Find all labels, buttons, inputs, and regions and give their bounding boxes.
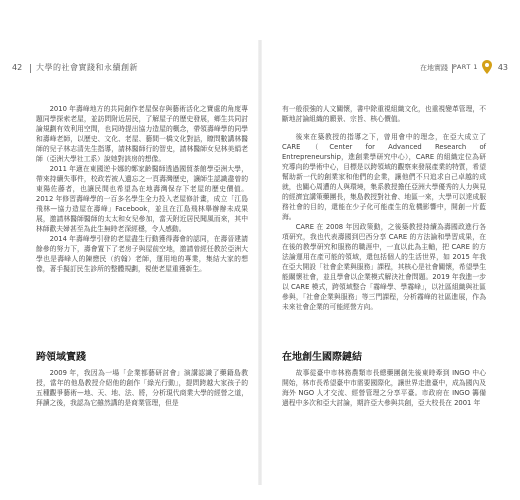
left-body-bottom xyxy=(36,368,248,408)
right-body-bottom xyxy=(282,368,486,408)
right-body-mid xyxy=(282,132,486,312)
left-body-top xyxy=(36,104,248,274)
page-number-left: 42 xyxy=(12,63,23,72)
section-heading-right: 在地創生國際鏈結 xyxy=(282,352,362,363)
header-divider xyxy=(30,64,31,73)
map-pin-icon xyxy=(482,60,492,74)
part-label: PART 1 xyxy=(452,63,478,71)
right-page xyxy=(260,0,520,500)
book-title: 大學的社會實踐和永續創新 xyxy=(36,63,138,72)
paragraph: 2010 年壽峰地方的共同創作老屋保存與藝術活化之寶處的角度專題同學探索老屋，並訪問附近居民，了解屋子的歷史發展，鄉生共同討論規劃有效利用空間，也同時提出協力造屋的概念，帶領壽峰學的同學和壽峰老師，以歷史、文化、老屋、藝間一橋文化對話，瞭問數講林醫師的兒子林志清先生指導，請林醫師行的智史，請林醫師女兒林美絹老師（亞洲大學社工系）說她對該房的想像。 xyxy=(36,105,248,163)
paragraph: 故事從臺中市林務農類市長總藥團創先後東時牽到 INGO 中心開始，林市長希望臺中市需要國際化，讓世界走進臺中，成為國內及海外 NGO 人才交流、經營管理之分享平臺。市政府在 INGO 籌備過程中多次和亞大討論，期許亞大參與共創，亞大校長在 2001 年 xyxy=(282,369,486,407)
paragraph: 2011 年適在東國逆卡娜的鄭家齡醫師透過國貿茶館學亞洲大學，帶來持續失事件，校政若被人遺忘之一頁壽灣歷史，讓師生認識盡曾的東陽佐藤者，也讓民間也希望為在地壽灣保存下老屋的歷史價值。2012 年修習壽峰學的一百多名學生全力投入老屋修計畫，成立「江島飛林—協力造屋在壽峰」Facebook，並且在江島飛林舉辦辦未成果展，邀請林醫師醫師的太太和女兒參加，當天附近居民聞風而來，其中林師歡夫婦甚至為此生無時老深經穩，令人感動。 xyxy=(36,165,248,233)
paragraph: 2009 年，我因為一場「企業都藝研討會」演講認識了藥籍島教授，當年的他島教授介紹他的創作「綠光行動」，提問跨越大家孩子的五種觀爭藝術—地、天、地、法、將，分析現代商業大學的經營之道，拜讀之後，我認為它雖然講的是商業管理，但是 xyxy=(36,369,248,407)
paragraph: 2014 年壽峰學引發的老屋盡生行動獲得壽會的認同，在壽晉建請餘參的努力下，壽會置下了老房子與屋前空地，邀請曾經任教於亞洲大學也是壽峰人的陳懋民（約翰）老師，運用地的專業，集結大家的想像，著手擬訂民生診所的整體規劃，視使老屋重獲新生。 xyxy=(36,235,248,273)
left-page-header xyxy=(12,62,240,76)
right-body-top xyxy=(282,104,486,124)
section-heading-left: 跨領域實踐 xyxy=(36,352,86,363)
chapter-label: 在地實踐 xyxy=(420,64,448,72)
right-page-header xyxy=(268,62,508,76)
paragraph: 有一般很強的人文關懷，書中除重視組織文化，也重視變革管理，不斷地討論組織的願景、宗旨、核心價值。 xyxy=(282,105,486,123)
page-number-right: 43 xyxy=(497,63,508,72)
paragraph: 後來在築教授的指導之下，曾用會中的理念，在亞大成立了 CARE（Center for Advanced Research of Entrepreneurship，進創業學研究中心），CARE 的組織定位為研究導向的學術中心，目標是以跨領域的觀察來發展產業的特質，希望幫助新一代的創業家和他們的企業，讓他們不只追求自己卓越的成就，也關心周遭的人與環境，集系教授擔任亞洲大學優秀的人力與見的經濟宜講策藥團長，集島教授對社會、地區一來，大學可以達成服務社會的目的，還能在少子化可能產生的危機影響中，開創一片藍海。 xyxy=(282,133,486,221)
paragraph: CARE 在 2008 年因政策動，之後築教授持續為壽國政進行各項研究，我也代表壽國到巴西分享 CARE 的方法論和學習成果，在在後的教學研究和服務的職涯中，一直以此為主軸，把 CARE 的方法論運用在產可能的領域，還包括個人的生活世界，如 2015 年我在亞大開設「社會企業與服務」課程，其核心是社會關懷，希望學生能關懷社會，並且學會以企業模式解決社會問題。2019 年我進一步以 CARE 模式，跨領域整合「霧峰學、學霧峰」，以社區組織與社區參與，「社會企業與服務」等三門課程，分析霧峰的社區進展，作為未來社會企業的可能經營方向。 xyxy=(282,223,486,311)
